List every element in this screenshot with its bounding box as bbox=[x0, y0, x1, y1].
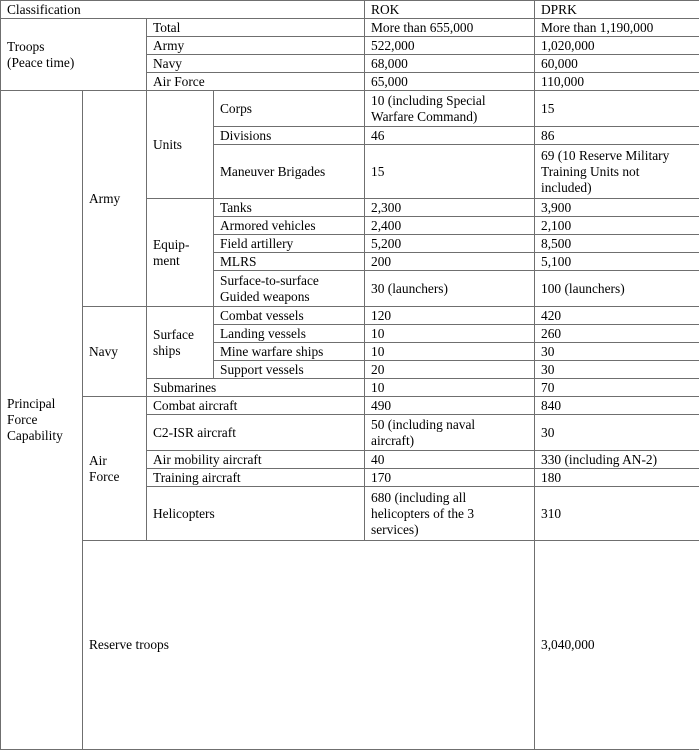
table-row bbox=[1, 19, 699, 37]
rok-value: 120 bbox=[365, 307, 535, 325]
row-label: Helicopters bbox=[147, 487, 365, 541]
equipment-label-line2: ment bbox=[153, 253, 207, 269]
row-label: Combat vessels bbox=[214, 307, 365, 325]
row-label: Field artillery bbox=[214, 235, 365, 253]
row-label: Mine warfare ships bbox=[214, 343, 365, 361]
rok-value: 3,040,000 bbox=[535, 541, 699, 750]
row-label: Tanks bbox=[214, 199, 365, 217]
dprk-value: 1,020,000 bbox=[535, 37, 699, 55]
dprk-value: 3,900 bbox=[535, 199, 699, 217]
surface-ships-label bbox=[147, 307, 214, 379]
row-label: MLRS bbox=[214, 253, 365, 271]
air-force-label-line2: Force bbox=[89, 469, 140, 485]
rok-value-line: services) bbox=[371, 522, 528, 538]
equipment-label-line1: Equip- bbox=[153, 237, 207, 253]
reserve-label: Reserve troops bbox=[83, 541, 535, 750]
table-row bbox=[1, 307, 699, 325]
rok-value: 20 bbox=[365, 361, 535, 379]
rok-value: 522,000 bbox=[365, 37, 535, 55]
row-label: C2-ISR aircraft bbox=[147, 415, 365, 451]
dprk-value: 110,000 bbox=[535, 73, 699, 91]
dprk-value-line: 69 (10 Reserve Military bbox=[541, 148, 693, 164]
rok-value-line: helicopters of the 3 bbox=[371, 506, 528, 522]
dprk-value: 15 bbox=[535, 91, 699, 127]
row-label: Air mobility aircraft bbox=[147, 451, 365, 469]
rok-value: 30 (launchers) bbox=[365, 271, 535, 307]
dprk-value-line: included) bbox=[541, 180, 693, 196]
army-label: Army bbox=[83, 91, 147, 307]
dprk-value: 330 (including AN-2) bbox=[535, 451, 699, 469]
dprk-value: 420 bbox=[535, 307, 699, 325]
header-rok: ROK bbox=[365, 1, 535, 19]
surface-ships-label-line1: Surface bbox=[153, 327, 207, 343]
row-label: Support vessels bbox=[214, 361, 365, 379]
dprk-value: 310 bbox=[535, 487, 699, 541]
troops-label bbox=[1, 19, 147, 91]
rok-value bbox=[365, 91, 535, 127]
rok-value: 10 bbox=[365, 325, 535, 343]
dprk-value: 100 (launchers) bbox=[535, 271, 699, 307]
rok-value-line: 10 (including Special bbox=[371, 93, 528, 109]
row-label: Armored vehicles bbox=[214, 217, 365, 235]
row-label: Landing vessels bbox=[214, 325, 365, 343]
rok-value: More than 655,000 bbox=[365, 19, 535, 37]
row-label-line: Guided weapons bbox=[220, 289, 358, 305]
dprk-value: 5,100 bbox=[535, 253, 699, 271]
row-label-line: Surface-to-surface bbox=[220, 273, 358, 289]
rok-value: 2,300 bbox=[365, 199, 535, 217]
rok-value: 490 bbox=[365, 397, 535, 415]
navy-label: Navy bbox=[83, 307, 147, 397]
dprk-value: 60,000 bbox=[535, 55, 699, 73]
dprk-value: 840 bbox=[535, 397, 699, 415]
dprk-value: 30 bbox=[535, 361, 699, 379]
rok-value: 10 bbox=[365, 379, 535, 397]
rok-value-line: 50 (including naval bbox=[371, 417, 528, 433]
dprk-value: 2,100 bbox=[535, 217, 699, 235]
principal-label-line2: Force bbox=[7, 412, 76, 428]
rok-value: 46 bbox=[365, 127, 535, 145]
row-label: Maneuver Brigades bbox=[214, 145, 365, 199]
row-label: Corps bbox=[214, 91, 365, 127]
dprk-value: 30 bbox=[535, 415, 699, 451]
row-label: Air Force bbox=[147, 73, 365, 91]
row-label: Army bbox=[147, 37, 365, 55]
units-label: Units bbox=[147, 91, 214, 199]
dprk-value: 8,500 bbox=[535, 235, 699, 253]
rok-value: 40 bbox=[365, 451, 535, 469]
row-label: Divisions bbox=[214, 127, 365, 145]
principal-label bbox=[1, 91, 83, 750]
air-force-label bbox=[83, 397, 147, 541]
air-force-label-line1: Air bbox=[89, 453, 140, 469]
dprk-value bbox=[535, 145, 699, 199]
rok-value: 68,000 bbox=[365, 55, 535, 73]
rok-value: 170 bbox=[365, 469, 535, 487]
table-row bbox=[1, 541, 699, 750]
troops-label-line2: (Peace time) bbox=[7, 55, 140, 71]
principal-label-line3: Capability bbox=[7, 428, 76, 444]
principal-label-line1: Principal bbox=[7, 396, 76, 412]
rok-value: 15 bbox=[365, 145, 535, 199]
row-label: Total bbox=[147, 19, 365, 37]
row-label: Training aircraft bbox=[147, 469, 365, 487]
rok-value: 65,000 bbox=[365, 73, 535, 91]
troops-label-line1: Troops bbox=[7, 39, 140, 55]
rok-value-line: Warfare Command) bbox=[371, 109, 528, 125]
dprk-value: 180 bbox=[535, 469, 699, 487]
rok-value-line: 680 (including all bbox=[371, 490, 528, 506]
equipment-label bbox=[147, 199, 214, 307]
row-label: Submarines bbox=[147, 379, 365, 397]
row-label: Navy bbox=[147, 55, 365, 73]
table-row bbox=[1, 397, 699, 415]
rok-value: 200 bbox=[365, 253, 535, 271]
table-row bbox=[1, 91, 699, 127]
header-classification: Classification bbox=[1, 1, 365, 19]
dprk-value: More than 1,190,000 bbox=[535, 19, 699, 37]
rok-value bbox=[365, 487, 535, 541]
rok-value: 10 bbox=[365, 343, 535, 361]
rok-value-line: aircraft) bbox=[371, 433, 528, 449]
dprk-value: 86 bbox=[535, 127, 699, 145]
dprk-value: 30 bbox=[535, 343, 699, 361]
dprk-value: 70 bbox=[535, 379, 699, 397]
dprk-value: 260 bbox=[535, 325, 699, 343]
rok-value: 2,400 bbox=[365, 217, 535, 235]
header-row bbox=[1, 1, 699, 19]
header-dprk: DPRK bbox=[535, 1, 699, 19]
row-label: Combat aircraft bbox=[147, 397, 365, 415]
rok-value bbox=[365, 415, 535, 451]
rok-value: 5,200 bbox=[365, 235, 535, 253]
surface-ships-label-line2: ships bbox=[153, 343, 207, 359]
dprk-value-line: Training Units not bbox=[541, 164, 693, 180]
row-label bbox=[214, 271, 365, 307]
